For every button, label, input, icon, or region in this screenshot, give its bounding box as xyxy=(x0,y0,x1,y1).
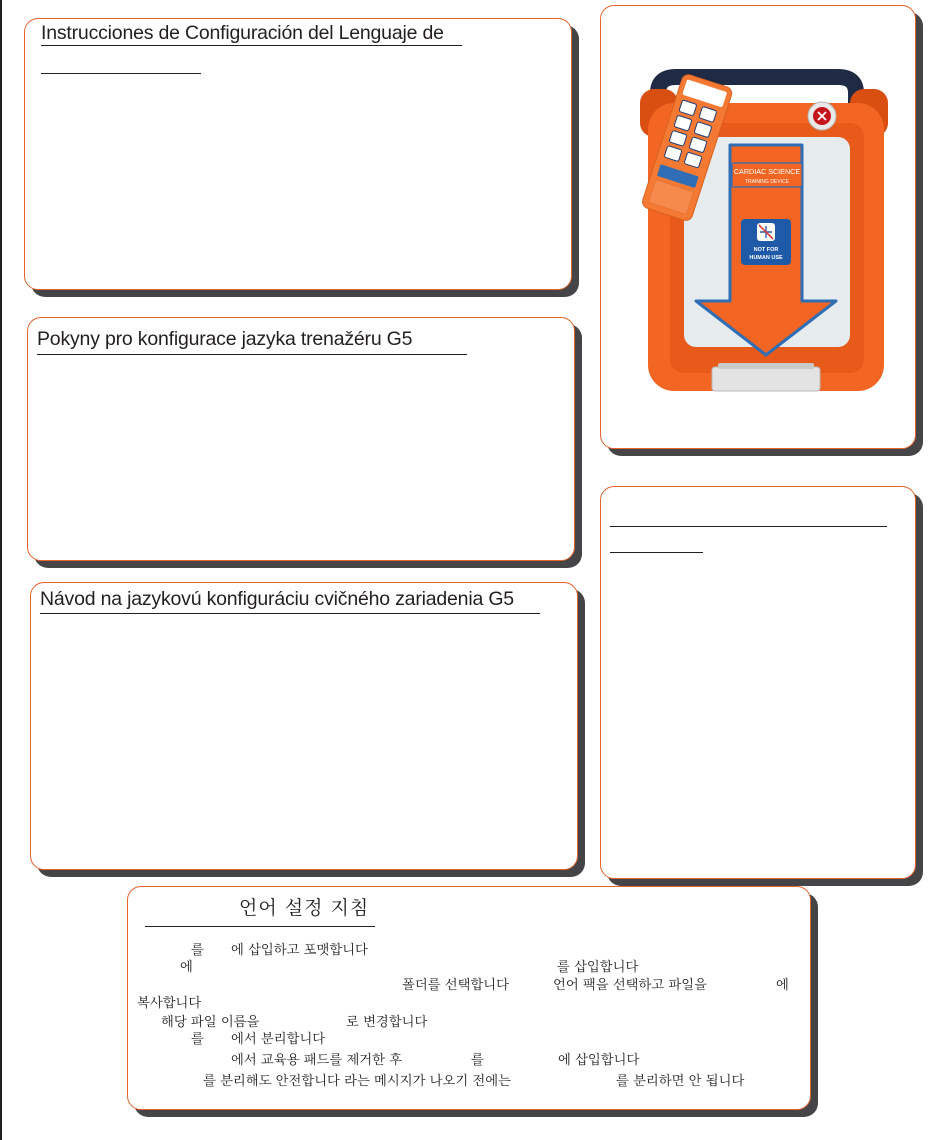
training-device-text: TRAINING DEVICE xyxy=(745,179,789,185)
czech-card-title: Pokyny pro konfigurace jazyka trenažéru G5 xyxy=(37,328,413,350)
korean-step-6-b: 를 xyxy=(471,1053,484,1068)
korean-title-underline xyxy=(145,926,375,927)
korean-step-3-c: 에 xyxy=(776,978,789,993)
right-instructions-card xyxy=(600,486,916,879)
czech-title-underline xyxy=(37,354,467,355)
warning-text-1: NOT FOR xyxy=(753,247,779,253)
korean-step-3-d: 복사합니다 xyxy=(137,996,202,1011)
spanish-title-underline xyxy=(41,45,462,46)
slovak-card-title: Návod na jazykovú konfiguráciu cvičného zariadenia G5 xyxy=(40,588,514,610)
korean-step-4-b: 로 변경합니다 xyxy=(346,1015,428,1030)
warning-text-2: HUMAN USE xyxy=(749,255,783,261)
spanish-instructions-card xyxy=(24,18,572,290)
slovak-title-underline xyxy=(40,613,540,614)
slovak-instructions-card xyxy=(30,582,578,870)
korean-step-2-a: 에 xyxy=(180,960,193,975)
aed-trainer-image xyxy=(600,5,916,449)
korean-step-6-a: 에서 교육용 패드를 제거한 후 xyxy=(231,1053,403,1068)
brand-text: CARDIAC SCIENCE xyxy=(733,167,801,176)
left-page-edge xyxy=(0,0,2,1140)
right-card-line-2 xyxy=(610,552,703,553)
korean-step-3-b: 언어 팩을 선택하고 파일을 xyxy=(553,978,707,993)
korean-step-5-b: 에서 분리합니다 xyxy=(231,1032,326,1047)
korean-step-4-a: 해당 파일 이름을 xyxy=(161,1015,260,1030)
korean-step-1-a: 를 xyxy=(191,943,204,958)
korean-step-7-a: 를 분리해도 안전합니다 라는 메시지가 나오기 전에는 xyxy=(203,1074,511,1089)
right-card-line-1 xyxy=(610,526,887,527)
korean-step-1-b: 에 삽입하고 포맷합니다 xyxy=(231,943,368,958)
korean-step-7-b: 를 분리하면 안 됩니다 xyxy=(616,1074,745,1089)
korean-step-3-a: 폴더를 선택합니다 xyxy=(402,978,509,993)
korean-step-2-b: 를 삽입합니다 xyxy=(557,960,639,975)
spanish-card-title: Instrucciones de Configuración del Lenguaje de xyxy=(41,22,444,44)
korean-card-title: 언어 설정 지침 xyxy=(239,897,370,919)
korean-step-5-a: 를 xyxy=(191,1032,204,1047)
korean-step-6-c: 에 삽입합니다 xyxy=(558,1053,640,1068)
spanish-blank-line xyxy=(41,73,201,74)
